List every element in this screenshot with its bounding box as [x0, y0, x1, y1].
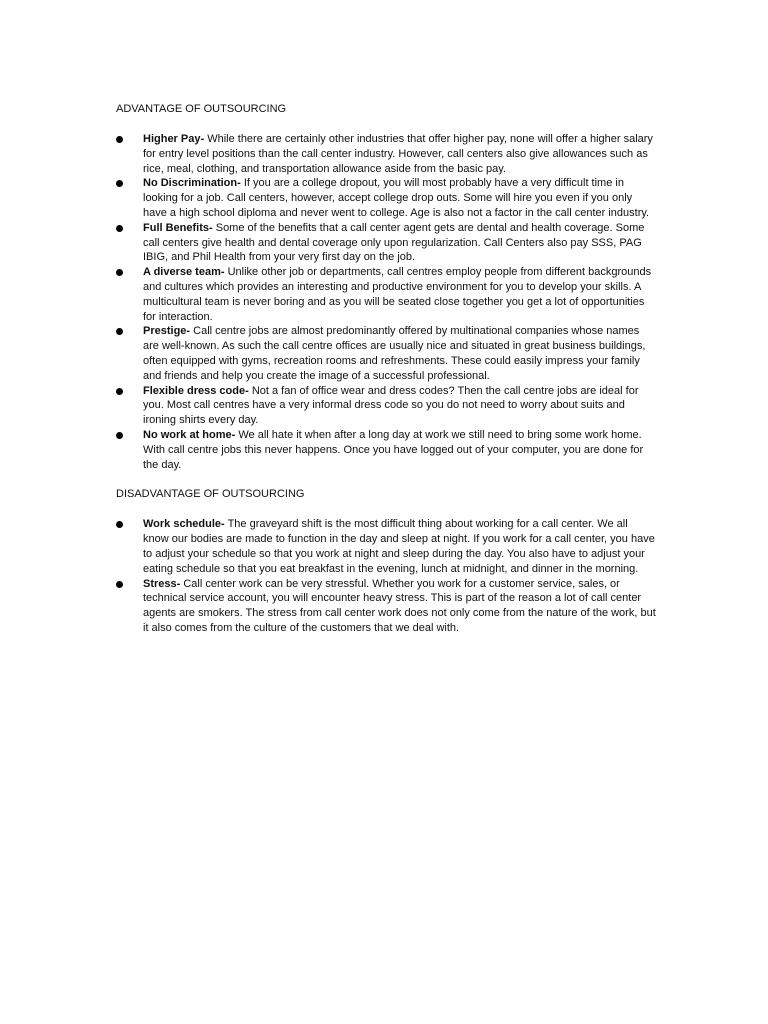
disadvantage-term: Stress- — [143, 577, 181, 590]
bullet-icon — [116, 269, 123, 276]
advantage-item-flexible-dress-code — [116, 384, 656, 428]
bullet-icon — [116, 180, 123, 187]
disadvantage-text: The graveyard shift is the most difficult thing about working for a call center. We all know our bodies are made to function in the day and sleep at night. If you work for a call center, you have to adjust your schedule so that you work at night and sleep during the day. You also have to adjust your eating schedule so that you eat breakfast in the evening, lunch at midnight, and dinner in the morning. — [143, 518, 655, 575]
bullet-icon — [116, 581, 123, 588]
advantages-heading: ADVANTAGE OF OUTSOURCING — [116, 103, 287, 115]
advantage-term: Flexible dress code- — [143, 384, 249, 397]
advantages-section — [116, 102, 656, 472]
disadvantages-heading: DISADVANTAGE OF OUTSOURCING — [116, 488, 305, 501]
advantage-text: Not a fan of office wear and dress codes? Then the call centre jobs are ideal for you. Most call centres have a very informal dress code so you do not need to worry about suits and ironing shirts every day. — [143, 384, 639, 427]
advantage-term: Higher Pay- — [143, 133, 205, 145]
advantage-text: Call centre jobs are almost predominantly offered by multinational companies whose names are well-known. As such the call centre offices are usually nice and situated in great business buildings, often equipped with gyms, recreation rooms and refreshments. These could easily impress your family and friends and help you create the image of a successful professional. — [143, 325, 646, 382]
advantage-text: While there are certainly other industries that offer higher pay, none will offer a higher salary for entry level positions than the call center industry. However, call centers also give allowances such as rice, meal, clothing, and transportation allowance aside from the basic pay. — [143, 133, 653, 175]
advantage-term: Prestige- — [143, 325, 191, 338]
bullet-icon — [116, 328, 123, 335]
disadvantage-item-work-schedule — [116, 517, 656, 576]
disadvantage-term: Work schedule- — [143, 518, 225, 531]
advantage-term: Full Benefits- — [143, 221, 213, 234]
bullet-icon — [116, 136, 123, 143]
disadvantage-text: Call center work can be very stressful. Whether you work for a customer service, sales, or technical service account, you will encounter heavy stress. This is part of the reason a lot of call center agents are smokers. The stress from call center work does not only come from the nature of the work, but it also comes from the culture of the customers that we deal with. — [143, 577, 656, 634]
advantage-item-higher-pay — [116, 132, 656, 176]
advantage-item-diverse-team — [116, 265, 656, 324]
advantage-text: Some of the benefits that a call center agent gets are dental and health coverage. Some call centers give health and dental coverage only upon regularization. Call Centers also pay SSS, PAG IBIG, and Phil Health from your very first day on the job. — [143, 221, 645, 264]
document-page — [116, 102, 656, 636]
bullet-icon — [116, 432, 123, 439]
disadvantage-item-stress — [116, 577, 656, 636]
disadvantages-section — [116, 487, 656, 635]
advantage-term: No work at home- — [143, 428, 236, 441]
advantage-term: A diverse team- — [143, 266, 225, 279]
bullet-icon — [116, 521, 123, 528]
bullet-icon — [116, 388, 123, 395]
advantages-list — [116, 132, 656, 472]
advantage-text: If you are a college dropout, you will most probably have a very difficult time in looking for a job. Call centers, however, accept college drop outs. Some will hire you even if you only have a high school diploma and never went to college. Age is also not a factor in the call center industry. — [143, 177, 650, 219]
advantage-item-prestige — [116, 324, 656, 383]
advantage-text: Unlike other job or departments, call centres employ people from different backgrounds and cultures which provides an interesting and productive environment for you to develop your skills. A multicultural team is never boring and as you will be seated close together you get a lot of opportunities for interaction. — [143, 266, 652, 323]
advantage-item-no-discrimination — [116, 176, 656, 220]
advantage-item-full-benefits — [116, 221, 656, 265]
advantage-term: No Discrimination- — [143, 177, 241, 190]
disadvantages-list — [116, 517, 656, 635]
bullet-icon — [116, 225, 123, 232]
advantage-item-no-work-at-home — [116, 428, 656, 472]
advantage-text: We all hate it when after a long day at work we still need to bring some work home. With call centre jobs this never happens. Once you have logged out of your computer, you are done for the day. — [143, 428, 644, 471]
